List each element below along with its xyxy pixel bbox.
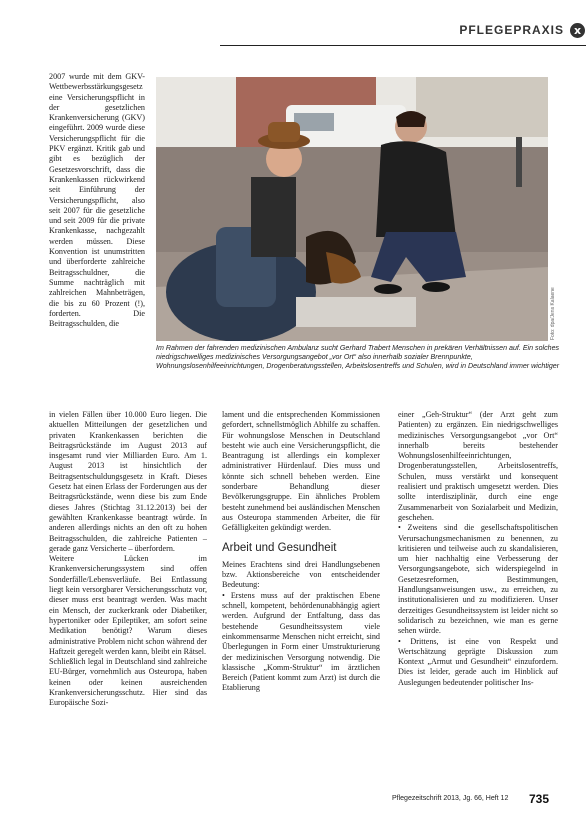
subheading-arbeit-gesundheit: Arbeit und Gesundheit	[222, 541, 337, 554]
col1-paragraph: Schließlich legal in Deutschland sind zahlreiche EU-Bürger, vornehmlich aus Osteuropa, haben keinen oder keinen ausreichenden Krankenversicherungsschutz. Hier sind das Europäische Sozi-	[49, 657, 207, 708]
photo-caption: Im Rahmen der fahrenden medizinischen Ambulanz sucht Gerhard Trabert Menschen in prekären Verhältnissen auf. Ein solches niedrigschwelliges medizinisches Versorgungsangebot „vor Ort“ also innerhalb sozialer Brennpunkte, Wohnungslosenhilfeeinrichtungen, Drogenberatungsstellen, Arbeitslosentreffs und Schulen, wird in Deutschland immer wichtiger	[156, 344, 560, 370]
column-2	[222, 410, 380, 805]
col2-list-item: • Erstens muss auf der praktischen Ebene schnell, kompetent, behördenunabhängig agiert werden. Aufgrund der Entfaltung, dass das bestehende Gesundheitssystem viele einkommensarme Menschen nicht erreicht, sind Überlegungen in Form einer Umstrukturierung der medizinischen Versorgung notwendig. Die klassische „Komm-Struktur“ im ärztlichen Bereich (Patient kommt zum Arzt) ist durch die Etablierung	[222, 590, 380, 693]
column-1-top	[49, 72, 145, 410]
col2-paragraph: lament und die entsprechenden Kommissionen gefordert, schnellstmöglich Abhilfe zu schaffen. Für wohnungslose Menschen in Deutschland besteht wie auch eine Versicherungspflicht, die Beantragung ist allerdings ein komplexer administrativer Hürdenlauf. Dies muss und könnte sich schnell beheben werden. Eine sonderbare Behandlung dieser Bevölkerungsgruppe. Ein ähnliches Problem besteht zunehmend bei ausländischen Menschen aus Osteuropa stammenden Arbeiter, die für Gefälligkeiten gekündigt werden.	[222, 410, 380, 533]
page-number: 735	[529, 792, 550, 806]
journal-footer: Pflegezeitschrift 2013, Jg. 66, Heft 12	[392, 795, 509, 802]
col3-paragraph: einer „Geh-Struktur“ (der Arzt geht zum Patienten) zu ergänzen. Ein niedrigschwelliges medizinisches Versorgungsangebot „vor Ort“ innerhalb bereits bestehender Wohnungslosenhilfeeinrichtungen, Drogenberatungsstellen, Arbeitslosentreffs, Schulen, muss verstärkt und konsequent realisiert und praktisch umgesetzt werden. Dies sollte interdisziplinär, durch eine enge Zusammenarbeit von Sozialarbeit und Medizin, geschehen.	[398, 410, 558, 522]
col2-paragraph: Meines Erachtens sind drei Handlungsebenen bzw. Aktionsbereiche von entscheidender Bedeutung:	[222, 559, 380, 590]
col1-top-paragraph: 2007 wurde mit dem GKV-Wettbewerbsstärkungsgesetz eine Versicherungspflicht in der gesetzlichen Krankenversicherung (GKV) eingeführt. 2009 wurde diese Versicherungspflicht für die PKV ergänzt. Kritik gab und gibt es bezüglich der Gesetzesvorschrift, dass die Krankenkassen rückwirkend seit Einführung der Versicherungspflicht, also seit 2007 für die gesetzliche und seit 2009 für die private Krankenkasse, nachgezahlt werden müssen. Diese Konvention ist unumstritten und überforderte zahlreiche Beitragsschuldner, die Summe nachträglich mit zahlreichen Mahnbeträgen, die bis zu 60 Prozent (!), forderten. Die Beitragsschulden, die	[49, 72, 145, 329]
section-header	[432, 19, 585, 41]
column-1-bottom	[49, 410, 207, 805]
article-photo	[156, 77, 548, 341]
photo-credit: Foto: dpa/Jens Kalaene	[550, 287, 556, 340]
col3-list-item: • Zweitens sind die gesellschaftspolitischen Verursachungsmechanismen zu benennen, zu kritisieren und teilweise auch zu skandalisieren, um hier nachhaltig eine Verbesserung der Versorgungsangebote, sich widerspiegelnd in Gesetzesreformen, Bestimmungen, Handlungsanweisungen usw., zu erreichen, zu institutionalisieren und zu modifizieren. Unser derzeitiges Gesundheitssystem ist leider nicht so solidarisch zu bezeichnen, wie man es gerne sehen würde.	[398, 523, 558, 636]
col3-list-item: • Drittens, ist eine von Respekt und Wertschätzung geprägte Diskussion zum Kontext „Armut und Gesundheit“ einzufordern. Dies ist leider, gerade auch im Hinblick auf Auslegungen bedeutender politischer Ins-	[398, 636, 558, 687]
col1-paragraph: Weitere Lücken im Krankenversicherungssystem sind offen Sonderfälle/Lebensverläufe. Bei Entlassung liegt kein versorgbarer Versicherungsschutz vor, dieser muss erst beantragt werden. Was macht ein Mensch, der zuckerkrank oder Diabetiker, hypertoniker oder Epileptiker, am sofort seine Medikation benötigt? Warum dieses administrative Problem nicht schon während der Haftzeit geregelt werden kann, bleibt ein Rätsel.	[49, 554, 207, 656]
section-title: PFLEGEPRAXIS	[459, 23, 564, 37]
col1-paragraph: in vielen Fällen über 10.000 Euro liegen. Die aktuellen Mitteilungen der gesetzlichen und privaten Krankenkassen berichten die Beitragsrückstände im August 2013 auf insgesamt rund vier Milliarden Euro. Am 1. August 2013 ist hinsichtlich der Beitragsentschuldungsgesetz in Kraft. Dieses Gesetz hat einen Erlass der Forderungen aus der Beitragsrückstände, wenn diese bis zum Ende dieses Jahres (Stichtag 31.12.2013) bei der gewählten Krankenkasse beantragt würde. In anderen allerdings nichts an den oft zu hohen Beitragsschulden, die zahlreiche Patienten – gerade ganz Versicherte – überfordern.	[49, 410, 207, 553]
header-rule	[220, 45, 586, 46]
street-scene-image	[156, 77, 548, 341]
section-x-icon: x	[570, 23, 585, 38]
column-3	[398, 410, 558, 805]
